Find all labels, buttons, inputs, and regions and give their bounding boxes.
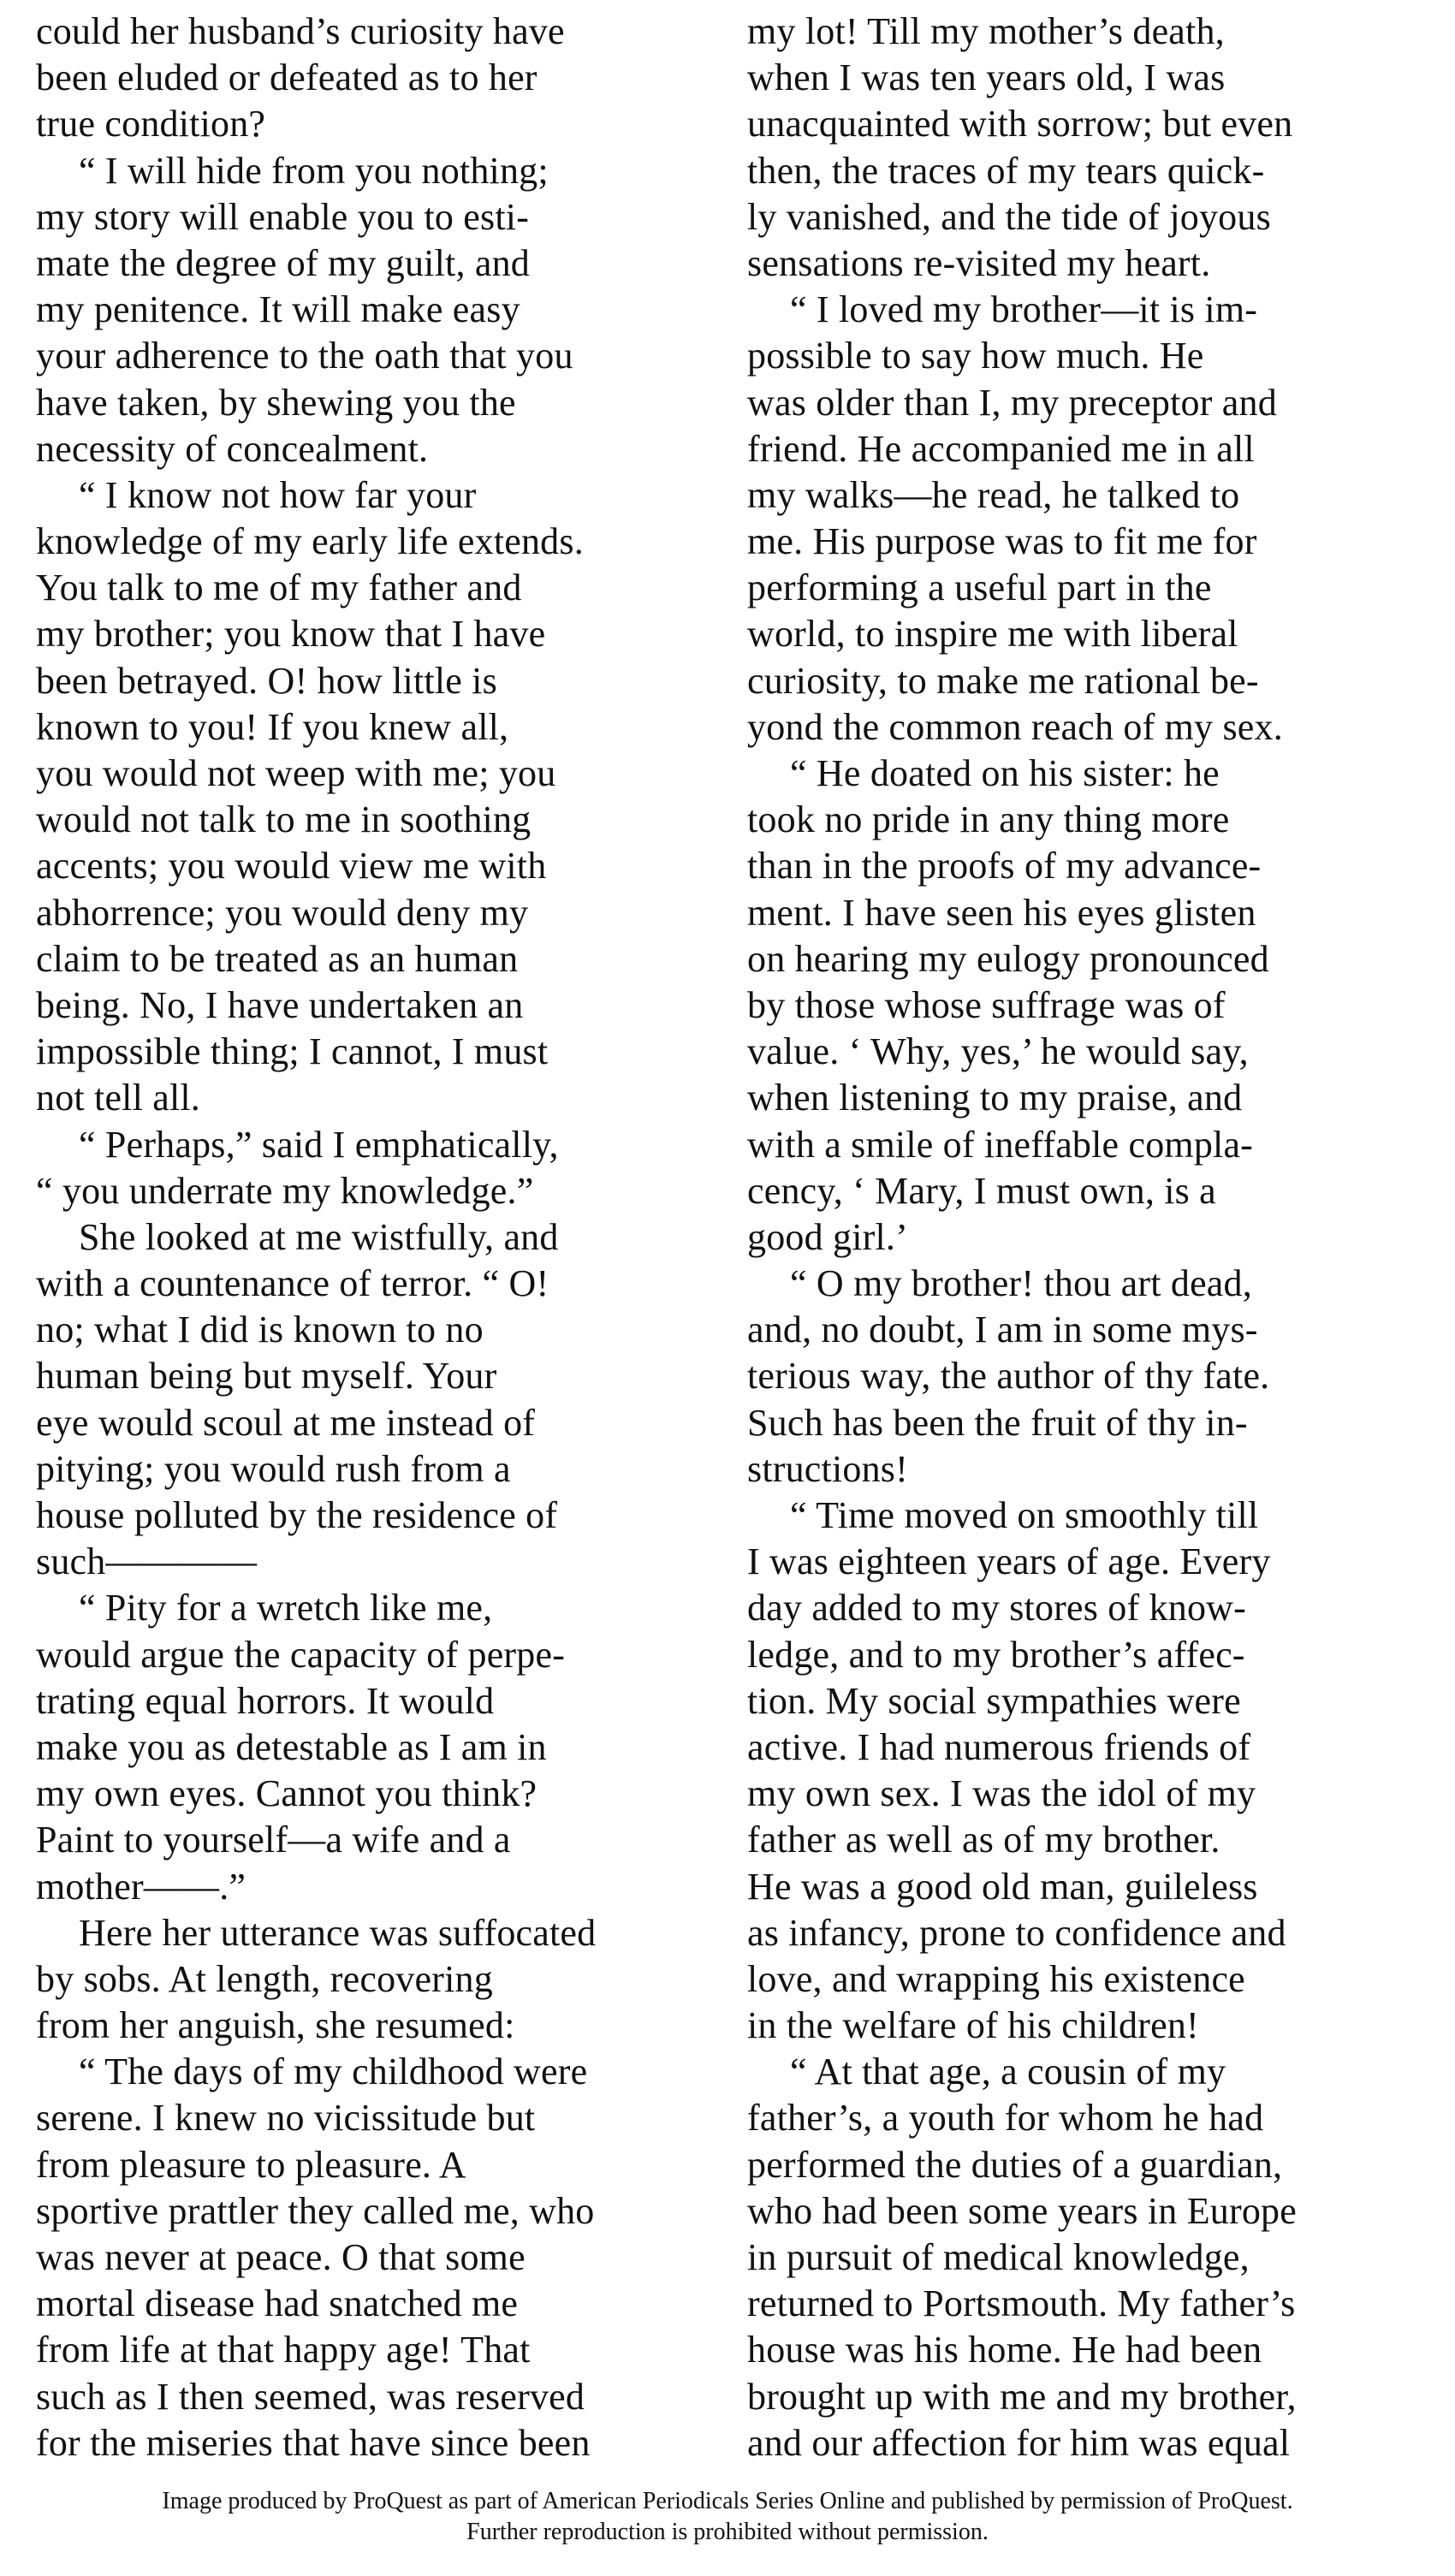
text-line: “ O my brother! thou art dead,: [790, 1262, 1252, 1305]
text-line: house polluted by the residence of: [36, 1494, 558, 1536]
text-line: active. I had numerous friends of: [747, 1725, 1251, 1768]
text-line: with a smile of ineffable compla-: [747, 1123, 1254, 1166]
text-line: been eluded or defeated as to her: [36, 56, 537, 99]
text-line: necessity of concealment.: [36, 427, 429, 470]
text-line: trating equal horrors. It would: [36, 1679, 495, 1722]
text-line: your adherence to the oath that you: [36, 335, 573, 377]
text-line: as infancy, prone to confidence and: [747, 1911, 1286, 1954]
text-line: Paint to yourself—a wife and a: [36, 1819, 511, 1861]
text-line: my penitence. It will make easy: [36, 288, 520, 331]
text-line: my walks—he read, he talked to: [747, 473, 1240, 516]
text-line: could her husband’s curiosity have: [36, 10, 565, 52]
text-line: true condition?: [36, 103, 266, 145]
text-line: possible to say how much. He: [747, 335, 1204, 377]
text-line: my own eyes. Cannot you think?: [36, 1772, 537, 1815]
text-line: “ I loved my brother—it is im-: [790, 288, 1258, 331]
text-line: my story will enable you to esti-: [36, 195, 530, 238]
text-line: not tell all.: [36, 1077, 201, 1119]
text-line: knowledge of my early life extends.: [36, 520, 584, 563]
text-line: ledge, and to my brother’s affec-: [747, 1633, 1245, 1676]
text-line: from pleasure to pleasure. A: [36, 2143, 466, 2186]
text-line: mother——.”: [36, 1865, 246, 1908]
text-line: friend. He accompanied me in all: [747, 427, 1255, 470]
text-line: who had been some years in Europe: [747, 2189, 1297, 2232]
text-line: performed the duties of a guardian,: [747, 2143, 1283, 2186]
text-line: love, and wrapping his existence: [747, 1957, 1245, 2000]
footer-line-2: Further reproduction is prohibited without permission.: [466, 2519, 989, 2545]
text-line: no; what I did is known to no: [36, 1309, 484, 1351]
text-line: took no pride in any thing more: [747, 798, 1230, 841]
text-line: make you as detestable as I am in: [36, 1725, 547, 1768]
text-line: unacquainted with sorrow; but even: [747, 103, 1293, 145]
text-line: such————: [36, 1540, 258, 1583]
text-line: “ He doated on his sister: he: [790, 752, 1220, 794]
right-text-column: [747, 9, 1432, 2466]
text-line: with a countenance of terror. “ O!: [36, 1262, 549, 1305]
text-line: from her anguish, she resumed:: [36, 2004, 515, 2047]
text-line: being. No, I have undertaken an: [36, 983, 524, 1026]
text-line: sportive prattler they called me, who: [36, 2189, 595, 2232]
text-line: me. His purpose was to fit me for: [747, 520, 1257, 563]
text-line: mate the degree of my guilt, and: [36, 241, 530, 284]
text-line: “ At that age, a cousin of my: [790, 2051, 1226, 2093]
text-line: been betrayed. O! how little is: [36, 659, 497, 702]
text-line: you would not weep with me; you: [36, 752, 556, 794]
text-line: impossible thing; I cannot, I must: [36, 1030, 549, 1073]
text-line: He was a good old man, guileless: [747, 1865, 1258, 1908]
copyright-footer: [0, 2486, 1455, 2548]
text-line: “ Time moved on smoothly till: [790, 1494, 1259, 1536]
text-line: for the miseries that have since been: [36, 2421, 591, 2464]
text-line: serene. I knew no vicissitude but: [36, 2097, 536, 2140]
text-line: curiosity, to make me rational be-: [747, 659, 1259, 702]
text-line: when listening to my praise, and: [747, 1077, 1243, 1119]
text-line: returned to Portsmouth. My father’s: [747, 2282, 1296, 2325]
text-line: pitying; you would rush from a: [36, 1447, 511, 1490]
text-line: day added to my stores of know-: [747, 1587, 1246, 1629]
text-line: from life at that happy age! That: [36, 2329, 531, 2371]
text-line: Here her utterance was suffocated: [79, 1911, 597, 1954]
text-line: structions!: [747, 1447, 908, 1490]
text-line: yond the common reach of my sex.: [747, 705, 1283, 748]
text-line: eye would scoul at me instead of: [36, 1401, 536, 1444]
text-line: and, no doubt, I am in some mys-: [747, 1309, 1258, 1351]
text-line: claim to be treated as an human: [36, 937, 519, 980]
text-line: than in the proofs of my advance-: [747, 845, 1262, 887]
text-line: known to you! If you knew all,: [36, 705, 509, 748]
text-line: performing a useful part in the: [747, 567, 1212, 609]
text-line: “ The days of my childhood were: [79, 2051, 588, 2093]
text-line: have taken, by shewing you the: [36, 381, 516, 424]
text-line: such as I then seemed, was reserved: [36, 2375, 585, 2418]
text-line: abhorrence; you would deny my: [36, 891, 529, 934]
text-line: “ I will hide from you nothing;: [79, 149, 549, 192]
text-line: my lot! Till my mother’s death,: [747, 10, 1225, 52]
text-line: would not talk to me in soothing: [36, 798, 532, 841]
text-line: brought up with me and my brother,: [747, 2375, 1297, 2418]
text-line: She looked at me wistfully, and: [79, 1215, 559, 1258]
text-line: in the welfare of his children!: [747, 2004, 1199, 2047]
text-line: “ Pity for a wretch like me,: [79, 1587, 493, 1629]
text-line: terious way, the author of thy fate.: [747, 1355, 1270, 1398]
text-line: and our affection for him was equal: [747, 2421, 1291, 2464]
text-line: would argue the capacity of perpe-: [36, 1633, 566, 1676]
text-line: I was eighteen years of age. Every: [747, 1540, 1271, 1583]
text-line: in pursuit of medical knowledge,: [747, 2236, 1250, 2278]
text-line: “ you underrate my knowledge.”: [36, 1169, 534, 1212]
text-line: father as well as of my brother.: [747, 1819, 1220, 1861]
text-line: “ I know not how far your: [79, 473, 477, 516]
text-line: accents; you would view me with: [36, 845, 547, 887]
text-line: then, the traces of my tears quick-: [747, 149, 1265, 192]
footer-line-1: Image produced by ProQuest as part of American Periodicals Series Online and published by permission of ProQuest.: [162, 2488, 1293, 2514]
text-line: my own sex. I was the idol of my: [747, 1772, 1256, 1815]
text-line: cency, ‘ Mary, I must own, is a: [747, 1169, 1216, 1212]
text-line: good girl.’: [747, 1215, 908, 1258]
left-text-column: [36, 9, 721, 2466]
text-line: father’s, a youth for whom he had: [747, 2097, 1264, 2140]
text-line: when I was ten years old, I was: [747, 56, 1226, 99]
text-line: You talk to me of my father and: [36, 567, 522, 609]
text-line: sensations re-visited my heart.: [747, 241, 1211, 284]
text-line: Such has been the fruit of thy in-: [747, 1401, 1248, 1444]
text-line: by those whose suffrage was of: [747, 983, 1226, 1026]
text-line: mortal disease had snatched me: [36, 2282, 519, 2325]
text-line: ly vanished, and the tide of joyous: [747, 195, 1271, 238]
text-line: by sobs. At length, recovering: [36, 1957, 493, 2000]
text-line: was never at peace. O that some: [36, 2236, 526, 2278]
text-line: ment. I have seen his eyes glisten: [747, 891, 1256, 934]
text-line: “ Perhaps,” said I emphatically,: [79, 1123, 559, 1166]
text-line: human being but myself. Your: [36, 1355, 497, 1398]
text-line: on hearing my eulogy pronounced: [747, 937, 1269, 980]
text-line: value. ‘ Why, yes,’ he would say,: [747, 1030, 1249, 1073]
text-line: was older than I, my preceptor and: [747, 381, 1277, 424]
text-line: tion. My social sympathies were: [747, 1679, 1241, 1722]
text-line: house was his home. He had been: [747, 2329, 1262, 2371]
text-line: world, to inspire me with liberal: [747, 613, 1238, 656]
text-line: my brother; you know that I have: [36, 613, 546, 656]
